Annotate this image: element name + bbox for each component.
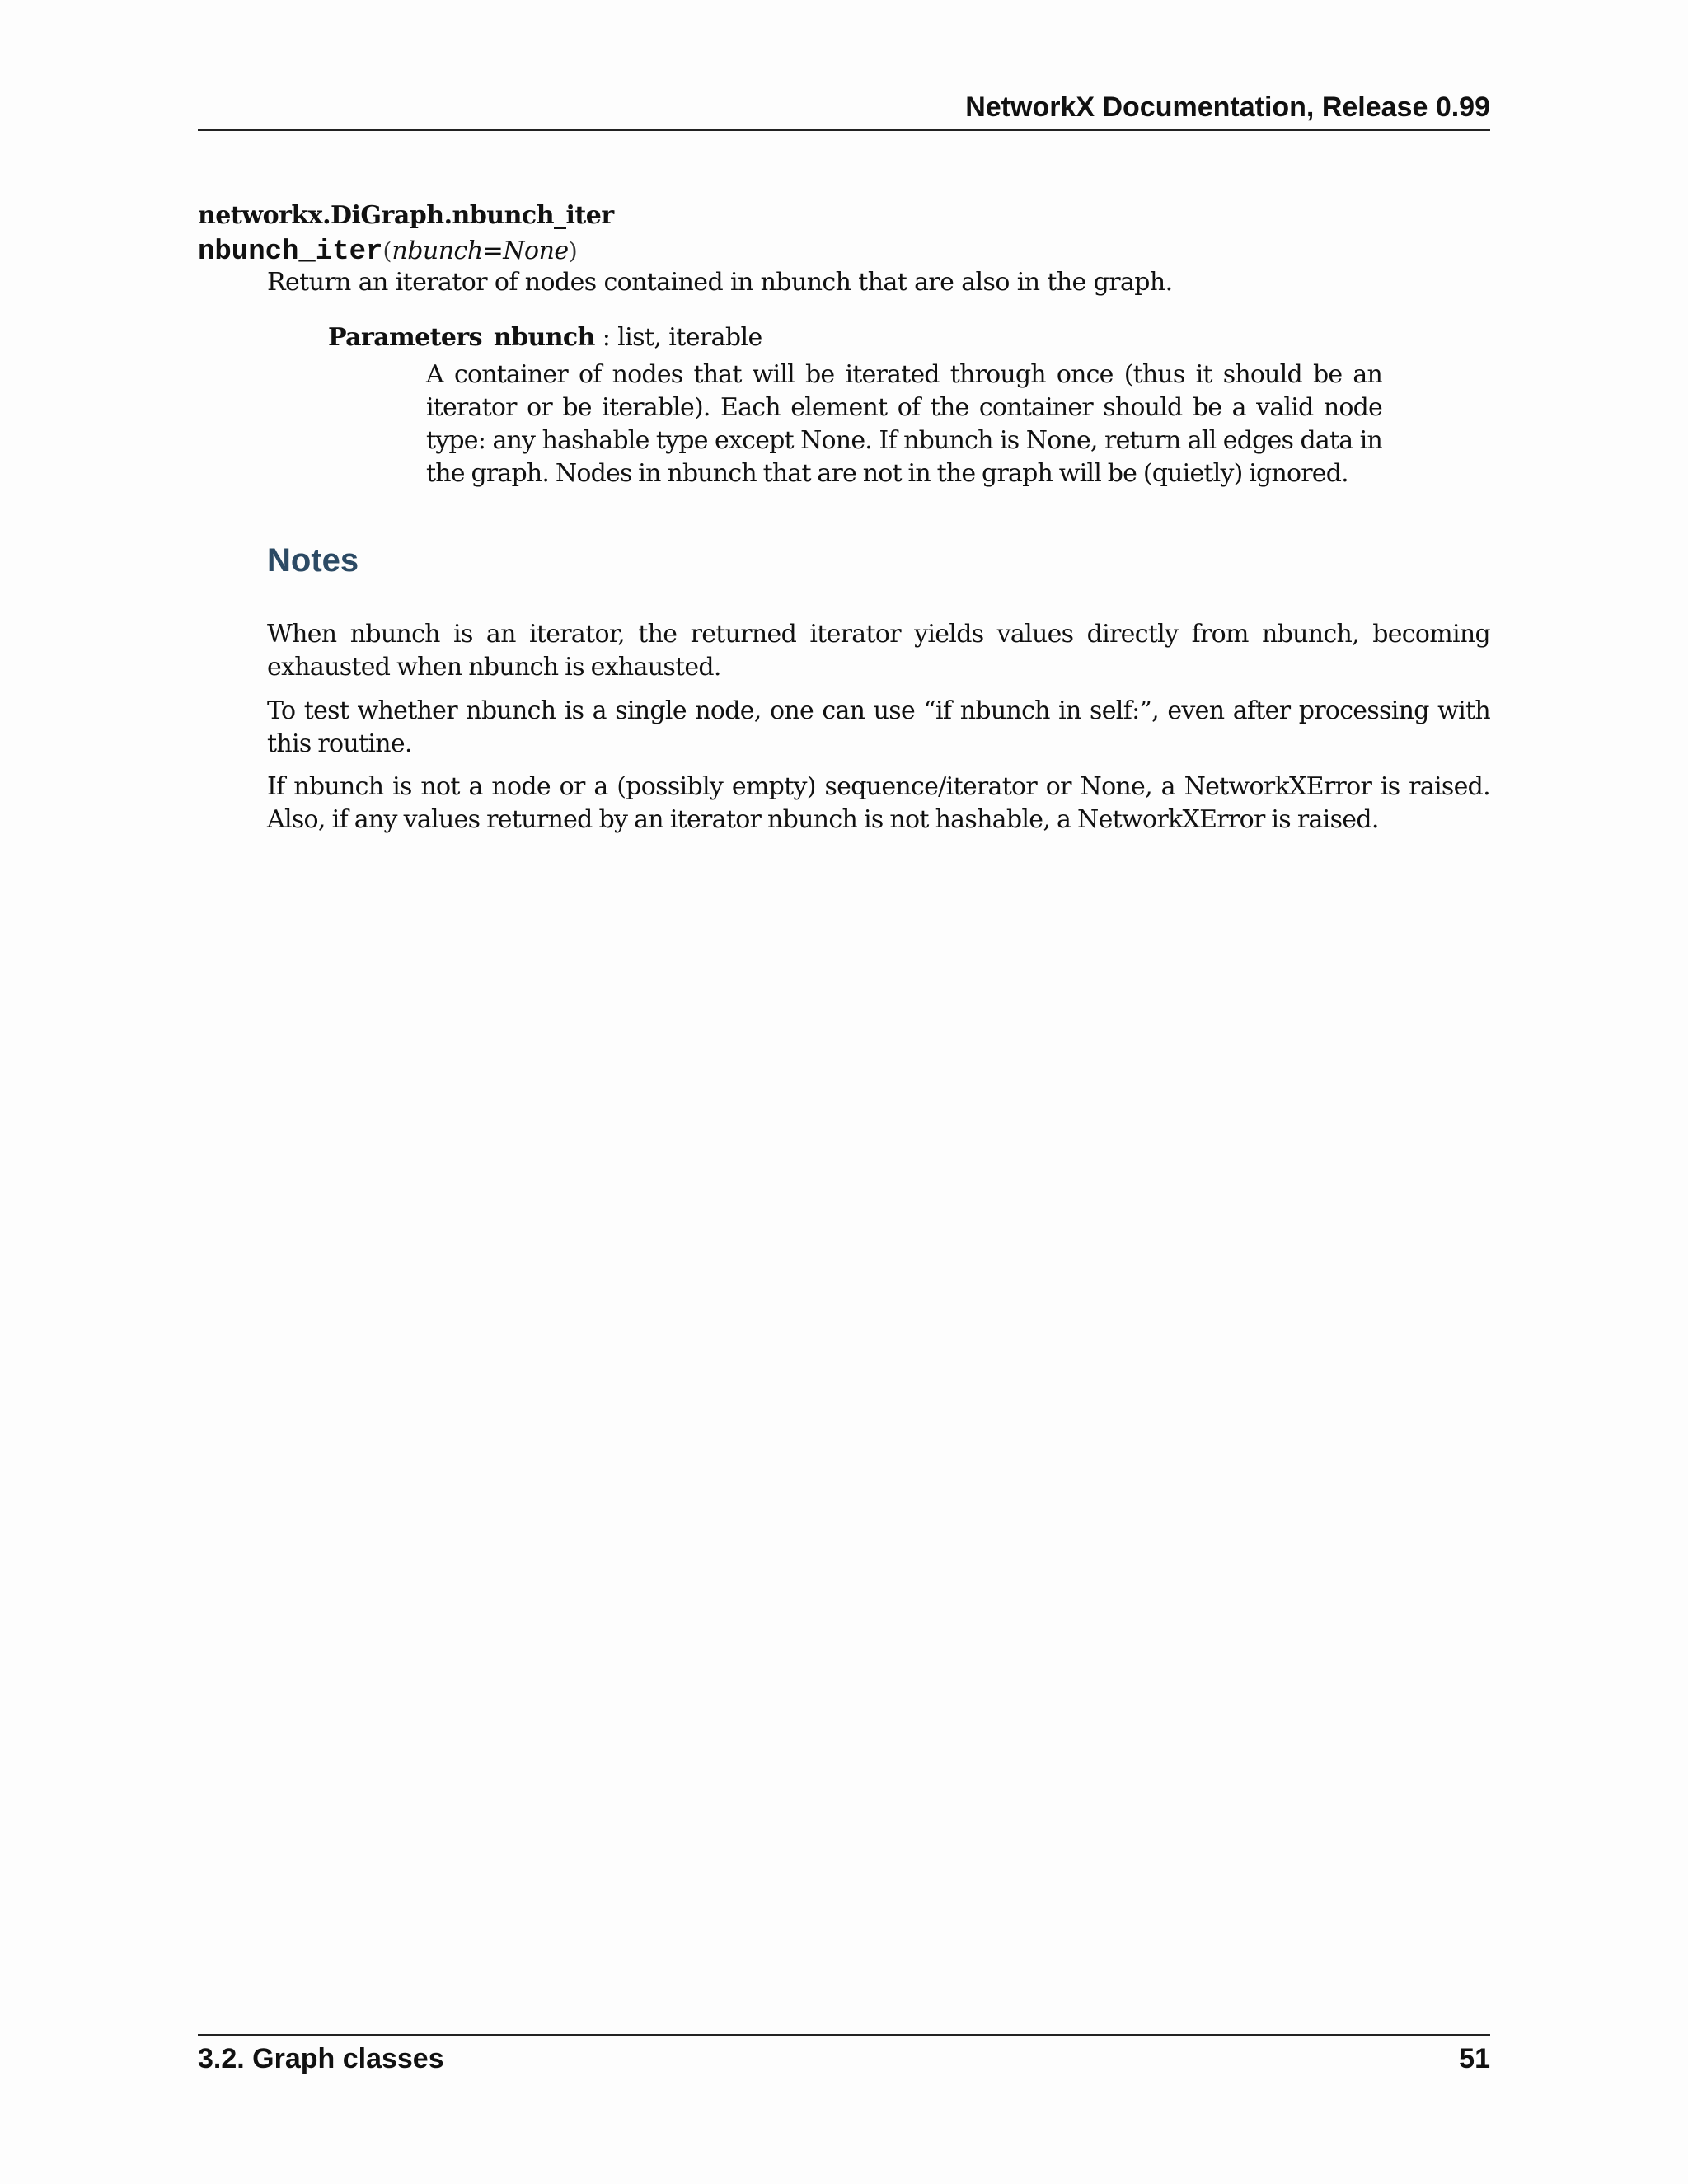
signature-close-paren: ) bbox=[568, 237, 578, 265]
function-arguments: nbunch=None bbox=[392, 237, 569, 265]
parameter-name: nbunch bbox=[493, 323, 595, 352]
signature-open-paren: ( bbox=[382, 237, 392, 265]
footer-rule bbox=[198, 2034, 1490, 2036]
running-header-title: NetworkX Documentation, Release 0.99 bbox=[965, 91, 1490, 123]
function-name: nbunch_iter bbox=[198, 237, 383, 268]
notes-paragraph: To test whether nbunch is a single node, one can use “if nbunch in self:”, even after processing with this routine. bbox=[267, 696, 1490, 758]
page-number: 51 bbox=[1459, 2043, 1490, 2074]
notes-heading: Notes bbox=[267, 542, 359, 579]
function-full-name: networkx.DiGraph.nbunch_iter bbox=[198, 201, 614, 230]
footer-section-title: 3.2. Graph classes bbox=[198, 2043, 444, 2074]
header-rule bbox=[198, 129, 1490, 131]
notes-paragraph: When nbunch is an iterator, the returned iterator yields values directly from nbunch, becoming exhausted when nbunch is exhausted. bbox=[267, 620, 1490, 682]
parameter-type: : list, iterable bbox=[594, 323, 762, 352]
parameters-label: Parameters bbox=[328, 323, 482, 352]
function-signature bbox=[198, 233, 578, 269]
parameter-entry bbox=[328, 321, 762, 354]
parameter-description: A container of nodes that will be iterated through once (thus it should be an iterator or be iterable). Each element of the container should be a valid node type: any hashable type except None. If nbunch is None, return all edges data in the graph. Nodes in nbunch that are not in the graph will be (quietly) ignored. bbox=[426, 360, 1382, 488]
function-summary: Return an iterator of nodes contained in nbunch that are also in the graph. bbox=[267, 268, 1173, 297]
notes-paragraph: If nbunch is not a node or a (possibly empty) sequence/iterator or None, a NetworkXError is raised. Also, if any values returned by an iterator nbunch is not hashable, a NetworkXError is raised. bbox=[267, 772, 1490, 834]
